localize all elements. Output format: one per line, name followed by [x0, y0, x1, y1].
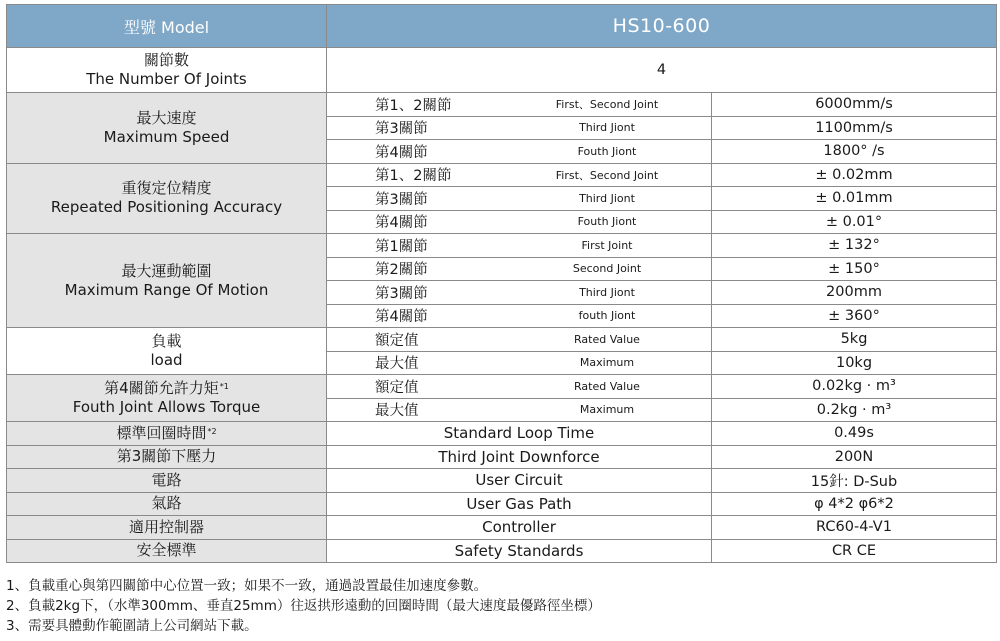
joint-name-zh: 第1關節: [375, 238, 428, 255]
joint-name-zh: 最大值: [375, 356, 419, 373]
repeat-value: ± 0.01°: [712, 210, 997, 234]
repeat-value: ± 0.01mm: [712, 187, 997, 211]
torque-value: 0.2kg · m³: [712, 398, 997, 422]
load-value: 10kg: [712, 351, 997, 375]
joint-name-zh: 第4關節: [375, 309, 428, 326]
spec-english: User Gas Path: [327, 492, 712, 516]
speed-sub-cell: [327, 140, 712, 164]
load-sub-cell: [327, 351, 712, 375]
joint-name-zh: 第2關節: [375, 262, 428, 279]
joint-name-en: fouth Jiont: [578, 309, 636, 323]
spec-value: RC60-4-V1: [712, 516, 997, 540]
joint-name-en: Maximum: [579, 356, 635, 370]
range-sub-cell: [327, 281, 712, 305]
joint-name-en: Rated Value: [574, 379, 640, 393]
spec-value: 15針: D-Sub: [712, 469, 997, 493]
range-sub-cell: [327, 257, 712, 281]
joint-name-en: Fouth Jiont: [577, 215, 637, 229]
joints-row: [7, 48, 997, 93]
spec-label: 氣路: [7, 492, 327, 516]
load-sub-cell: [327, 328, 712, 352]
joint-name-en: Maximum: [579, 403, 635, 417]
footnote-3: 3、需要具體動作範圍請上公司網站下載。: [6, 618, 258, 634]
range-value: ± 360°: [712, 304, 997, 328]
footnotes: [6, 576, 601, 636]
speed-value: 6000mm/s: [712, 93, 997, 117]
spec-value: 0.49s: [712, 422, 997, 446]
joint-name-en: Rated Value: [574, 332, 640, 346]
joint-name-zh: 額定值: [375, 332, 419, 349]
range-sub-cell: [327, 234, 712, 258]
spec-english: Controller: [327, 516, 712, 540]
speed-value: 1100mm/s: [712, 116, 997, 140]
repeat-label: 重復定位精度 Repeated Positioning Accuracy: [7, 163, 327, 234]
joint-name-en: Third Jiont: [579, 285, 635, 299]
repeat-row: [7, 163, 997, 187]
joints-value: 4: [327, 48, 997, 93]
load-label: 負載 load: [7, 328, 327, 375]
range-sub-cell: [327, 304, 712, 328]
model-value: HS10-600: [327, 5, 997, 48]
torque-value: 0.02kg · m³: [712, 375, 997, 399]
joint-name-en: Second Joint: [572, 262, 642, 276]
spec-row: [7, 492, 997, 516]
repeat-sub-cell: [327, 210, 712, 234]
spec-row: [7, 516, 997, 540]
load-row: [7, 328, 997, 352]
joint-name-zh: 第3關節: [375, 191, 428, 208]
speed-sub-cell: [327, 116, 712, 140]
footnote-1: 1、負載重心與第四關節中心位置一致；如果不一致，通過設置最佳加速度參數。: [6, 578, 488, 594]
spec-value: CR CE: [712, 539, 997, 563]
joint-name-zh: 第4關節: [375, 215, 428, 232]
speed-value: 1800° /s: [712, 140, 997, 164]
spec-label: 電路: [7, 469, 327, 493]
torque-label: 第4關節允許力矩$^{*1}$ Fouth Joint Allows Torque: [7, 375, 327, 422]
range-row: [7, 234, 997, 258]
spec-label: 安全標準: [7, 539, 327, 563]
spec-row: [7, 422, 997, 446]
speed-label: 最大速度 Maximum Speed: [7, 93, 327, 164]
range-value: ± 132°: [712, 234, 997, 258]
spec-row: [7, 539, 997, 563]
spec-english: User Circuit: [327, 469, 712, 493]
joint-name-zh: 額定值: [375, 379, 419, 396]
repeat-sub-cell: [327, 163, 712, 187]
torque-sub-cell: [327, 375, 712, 399]
joint-name-zh: 第1、2關節: [375, 168, 452, 185]
repeat-value: ± 0.02mm: [712, 163, 997, 187]
joint-name-zh: 第3關節: [375, 121, 428, 138]
speed-sub-cell: [327, 93, 712, 117]
footnote-2: 2、負載2kg下，（水準300mm、垂直25mm）往返拱形遠動的回圈時間（最大速度最優路徑坐標）: [6, 598, 601, 614]
joint-name-zh: 第1、2關節: [375, 97, 452, 114]
joint-name-zh: 第4關節: [375, 144, 428, 161]
joint-name-zh: 第3關節: [375, 285, 428, 302]
joints-label: 關節數 The Number Of Joints: [7, 48, 327, 93]
spec-row: [7, 445, 997, 469]
speed-row: [7, 93, 997, 117]
spec-value: φ 4*2 φ6*2: [712, 492, 997, 516]
header-row: [7, 5, 997, 48]
joint-name-en: Fouth Jiont: [577, 144, 637, 158]
spec-english: Safety Standards: [327, 539, 712, 563]
range-value: 200mm: [712, 281, 997, 305]
spec-english: Standard Loop Time: [327, 422, 712, 446]
joint-name-en: First、Second Joint: [555, 168, 659, 182]
spec-label: 適用控制器: [7, 516, 327, 540]
joint-name-zh: 最大值: [375, 403, 419, 420]
spec-label: 標準回圈時間$^{*2}$: [7, 422, 327, 446]
joint-name-en: First、Second Joint: [555, 98, 659, 112]
torque-row: [7, 375, 997, 399]
joint-name-en: First Joint: [581, 238, 633, 252]
repeat-sub-cell: [327, 187, 712, 211]
range-value: ± 150°: [712, 257, 997, 281]
joint-name-en: Third Jiont: [579, 121, 635, 135]
spec-row: [7, 469, 997, 493]
spec-table: [6, 4, 997, 563]
model-label: 型號 Model: [7, 5, 327, 48]
range-label: 最大運動範圍 Maximum Range Of Motion: [7, 234, 327, 328]
spec-label: 第3關節下壓力: [7, 445, 327, 469]
spec-english: Third Joint Downforce: [327, 445, 712, 469]
spec-value: 200N: [712, 445, 997, 469]
torque-sub-cell: [327, 398, 712, 422]
load-value: 5kg: [712, 328, 997, 352]
joint-name-en: Third Jiont: [579, 191, 635, 205]
